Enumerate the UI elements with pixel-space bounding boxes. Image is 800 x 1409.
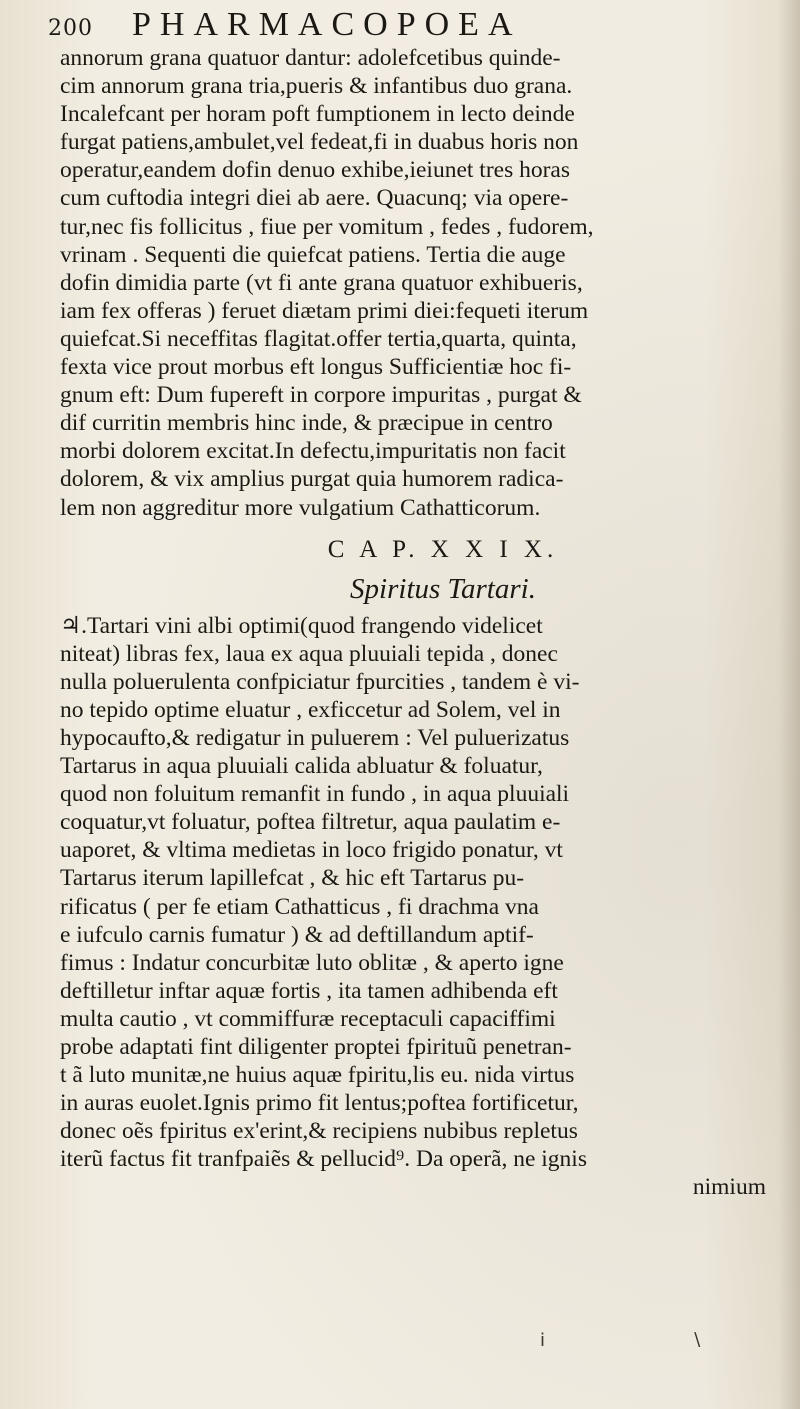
text-line: probe adaptati fint diligenter proptei fpirituũ penetran- bbox=[60, 1034, 572, 1060]
text-line: e iufculo carnis fumatur ) & ad deftillandum aptif- bbox=[60, 921, 534, 948]
text-line: dolorem, & vix amplius purgat quia humorem radica- bbox=[60, 466, 564, 493]
page-edge-shadow bbox=[778, 0, 800, 1409]
text-line: fexta vice prout morbus eft longus Sufficientiæ hoc fi- bbox=[60, 354, 572, 381]
text-line: multa cautio , vt commiffuræ receptaculi capaciffimi bbox=[60, 1005, 556, 1032]
text-line: Incalefcant per horam poft fumptionem in lecto deinde bbox=[60, 101, 575, 128]
chapter-heading: C A P. X X I X. bbox=[327, 535, 559, 563]
text-line: niteat) libras fex, laua ex aqua pluuiali tepida , donec bbox=[60, 640, 558, 667]
text-line: iam fex offeras ) feruet diætam primi diei:fequeti iterum bbox=[60, 297, 589, 324]
text-block bbox=[60, 44, 766, 1202]
text-line: gnum eft: Dum fupereft in corpore impuritas , purgat & bbox=[60, 382, 582, 409]
text-line: iterũ factus fit tranfpaiẽs & pellucid⁹. Da operã, ne ignis bbox=[60, 1146, 587, 1173]
text-line: deftilletur inftar aquæ fortis , ita tamen adhibenda eft bbox=[60, 977, 558, 1004]
text-line: morbi dolorem excitat.In defectu,impuritatis non facit bbox=[60, 438, 566, 465]
text-line: annorum grana quatuor dantur: adolefcetibus quinde- bbox=[60, 45, 561, 71]
paragraph-2 bbox=[60, 612, 766, 1202]
text-line: cim annorum grana tria,pueris & infantibus duo grana. bbox=[60, 73, 573, 100]
text-line: rificatus ( per fe etiam Cathatticus , fi drachma vna bbox=[60, 893, 539, 920]
text-line: dofin dimidia parte (vt fi ante grana quatuor exhibueris, bbox=[60, 269, 583, 296]
text-line: furgat patiens,ambulet,vel fedeat,fi in duabus horis non bbox=[60, 129, 579, 156]
text-line: cum cuftodia integri diei ab aere. Quacunq; via opere- bbox=[60, 185, 569, 212]
text-line: uaporet, & vltima medietas in loco frigido ponatur, vt bbox=[60, 837, 563, 864]
text-line: no tepido optime eluatur , exficcetur ad Solem, vel in bbox=[60, 696, 561, 723]
text-line: Tartarus in aqua pluuiali calida abluatur & foluatur, bbox=[60, 753, 543, 780]
text-line: operatur,eandem dofin denuo exhibe,ieiunet tres horas bbox=[60, 157, 571, 184]
text-line: nulla poluerulenta confpiciatur fpurcities , tandem è vi- bbox=[60, 668, 580, 695]
text-line: lem non aggreditur more vulgatium Cathatticorum. bbox=[60, 494, 541, 521]
section-title: Spiritus Tartari. bbox=[350, 572, 536, 605]
text-line: Tartarus iterum lapillefcat , & hic eft Tartarus pu- bbox=[60, 865, 525, 892]
text-line: quod non foluitum remanfit in fundo , in aqua pluuiali bbox=[60, 781, 570, 808]
text-line: donec oẽs fpiritus ex'erint,& recipiens nubibus repletus bbox=[60, 1118, 578, 1145]
text-line: coquatur,vt foluatur, poftea filtretur, aqua paulatim e- bbox=[60, 809, 561, 836]
text-line: ♃.Tartari vini albi optimi(quod frangendo videlicet bbox=[60, 612, 543, 639]
text-line: quiefcat.Si neceffitas flagitat.offer tertia,quarta, quinta, bbox=[60, 325, 577, 352]
page-number: 200 bbox=[48, 16, 93, 41]
text-line: in auras euolet.Ignis primo fit lentus;poftea fortificetur, bbox=[60, 1090, 579, 1117]
text-line: vrinam . Sequenti die quiefcat patiens. Tertia die auge bbox=[60, 241, 566, 268]
catchword: nimium bbox=[692, 1174, 766, 1201]
text-line: fimus : Indatur concurbitæ luto oblitæ , & aperto igne bbox=[60, 949, 564, 976]
text-line: hypocaufto,& redigatur in puluerem : Vel puluerizatus bbox=[60, 724, 570, 751]
running-title: PHARMACOPOEA bbox=[132, 6, 522, 43]
text-line: t ã luto munitæ,ne huius aquæ fpiritu,lis eu. nida virtus bbox=[60, 1062, 575, 1089]
text-line: dif curritin membris hinc inde, & præcipue in centro bbox=[60, 410, 553, 437]
text-line: tur,nec fis follicitus , fiue per vomitum , fedes , fudorem, bbox=[60, 213, 594, 240]
running-head bbox=[48, 4, 766, 48]
stray-marks: i ∖ bbox=[540, 1330, 773, 1351]
paragraph-1 bbox=[60, 44, 766, 522]
